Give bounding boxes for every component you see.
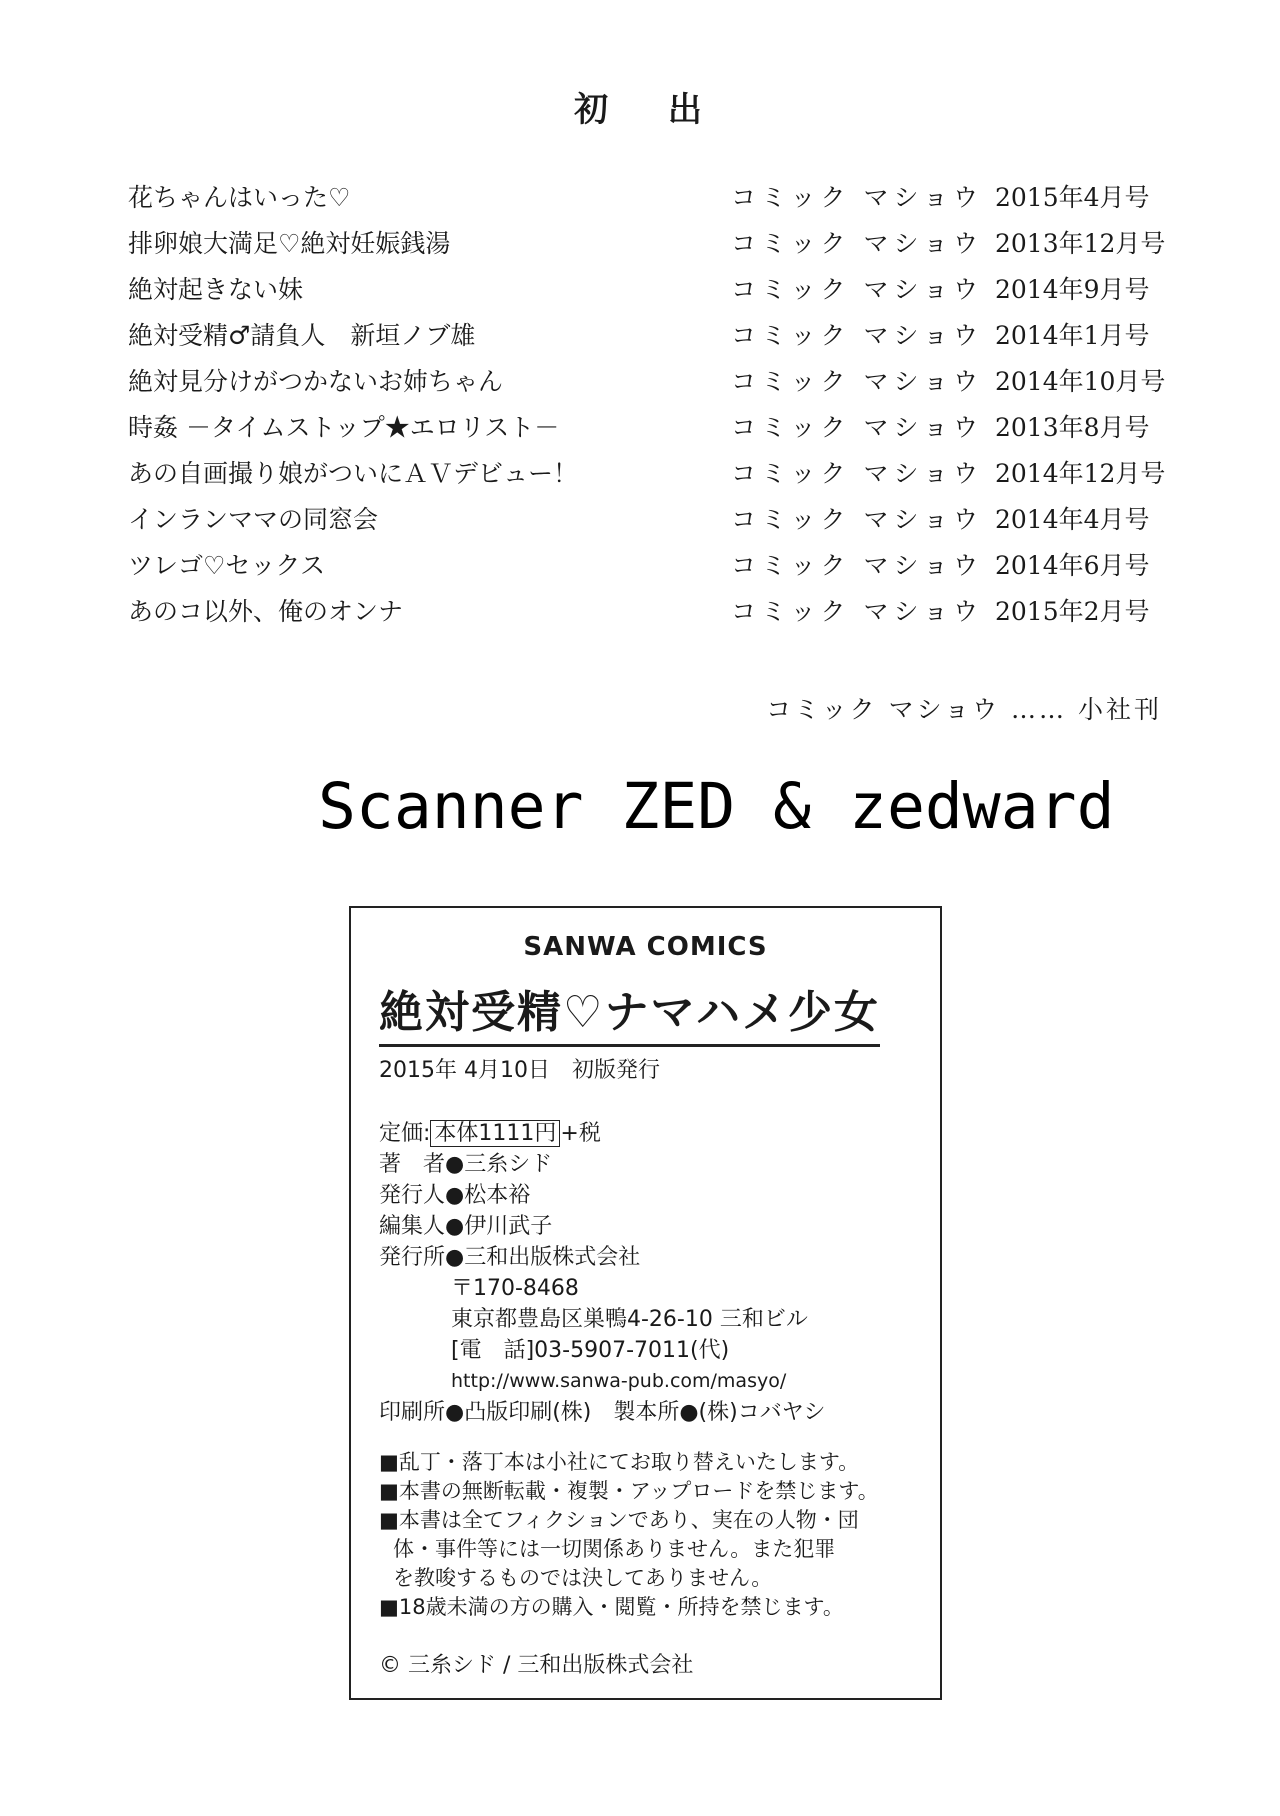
list-item [128,405,1188,451]
phone-line: [電 話]03-5907-7011(代) [451,1338,730,1363]
magazine-name: コミック マショウ [731,413,983,442]
list-item [128,221,1188,267]
list-item [128,267,1188,313]
magazine-name: コミック マショウ [731,229,983,258]
price-box: 本体1111円 [430,1120,560,1147]
address-line: 東京都豊島区巣鴨4-26-10 三和ビル [451,1307,808,1332]
work-title: 絶対起きない妹 [128,275,304,304]
first-appearance-title: 初 出 [574,90,726,130]
magazine-footnote: コミック マショウ …… 小社刊 [766,695,1162,724]
magazine-name: コミック マショウ [731,275,983,304]
work-title: あのコ以外、俺のオンナ [128,597,404,626]
book-title: 絶対受精♡ナマハメ少女 [379,976,880,1047]
note-item: を教唆するものでは決してありません。 [393,1566,773,1590]
list-item [128,451,1188,497]
list-item [128,543,1188,589]
note-item: ■本書は全てフィクションであり、実在の人物・団 [379,1508,859,1532]
work-title: ツレゴ♡セックス [128,551,326,580]
note-item: ■本書の無断転載・複製・アップロードを禁じます。 [379,1479,879,1503]
magazine-name: コミック マショウ [731,551,983,580]
copyright-line: © 三糸シド / 三和出版株式会社 [379,1653,694,1678]
work-title: 排卵娘大満足♡絶対妊娠銭湯 [128,229,451,258]
issue-date: 2014年12月号 [995,459,1166,488]
work-title: 花ちゃんはいった♡ [128,183,351,212]
list-item [128,313,1188,359]
magazine-name: コミック マショウ [731,459,983,488]
work-title: 絶対受精♂請負人 新垣ノブ雄 [128,321,476,350]
issue-date: 2014年6月号 [995,551,1150,580]
price-tax: +税 [560,1121,601,1146]
issue-date: 2015年4月号 [995,183,1150,212]
colophon-box [349,906,942,1700]
work-title: インランママの同窓会 [128,505,379,534]
magazine-name: コミック マショウ [731,183,983,212]
editor-line: 編集人●伊川武子 [379,1214,553,1239]
publication-details [379,1118,826,1428]
magazine-name: コミック マショウ [731,367,983,396]
note-item: ■乱丁・落丁本は小社にてお取り替えいたします。 [379,1450,860,1474]
issue-date: 2013年12月号 [995,229,1166,258]
list-item [128,359,1188,405]
legal-notes [379,1448,879,1622]
magazine-name: コミック マショウ [731,321,983,350]
issue-date: 2014年1月号 [995,321,1150,350]
series-name: SANWA COMICS [523,932,768,962]
printer-line: 印刷所●凸版印刷(株) 製本所●(株)コバヤシ [379,1400,826,1425]
author-line: 著 者●三糸シド [379,1152,553,1177]
issue-date: 2013年8月号 [995,413,1150,442]
issue-date: 2015年2月号 [995,597,1150,626]
list-item [128,175,1188,221]
issue-date: 2014年4月号 [995,505,1150,534]
publication-date: 2015年 4月10日 初版発行 [379,1058,660,1083]
issue-date: 2014年10月号 [995,367,1166,396]
work-title: あの自画撮り娘がついにＡＶデビュー！ [128,459,579,488]
price-label: 定価: [379,1121,431,1146]
postal-code: 〒170-8468 [451,1276,579,1301]
list-item [128,589,1188,635]
note-item: 体・事件等には一切関係ありません。また犯罪 [393,1537,836,1561]
magazine-name: コミック マショウ [731,505,983,534]
work-title: 時姦 －タイムストップ★エロリスト－ [128,413,560,442]
work-title: 絶対見分けがつかないお姉ちゃん [128,367,504,396]
first-appearance-list [128,175,1188,635]
list-item [128,497,1188,543]
publisher-line: 発行所●三和出版株式会社 [379,1245,641,1270]
issue-date: 2014年9月号 [995,275,1150,304]
price-line [379,1118,826,1149]
scanner-credit: Scanner ZED & zedward [318,770,1115,843]
note-item: ■18歳未満の方の購入・閲覧・所持を禁じます。 [379,1595,844,1619]
publisher-person-line: 発行人●松本裕 [379,1183,531,1208]
url-line: http://www.sanwa-pub.com/masyo/ [451,1370,787,1392]
magazine-name: コミック マショウ [731,597,983,626]
